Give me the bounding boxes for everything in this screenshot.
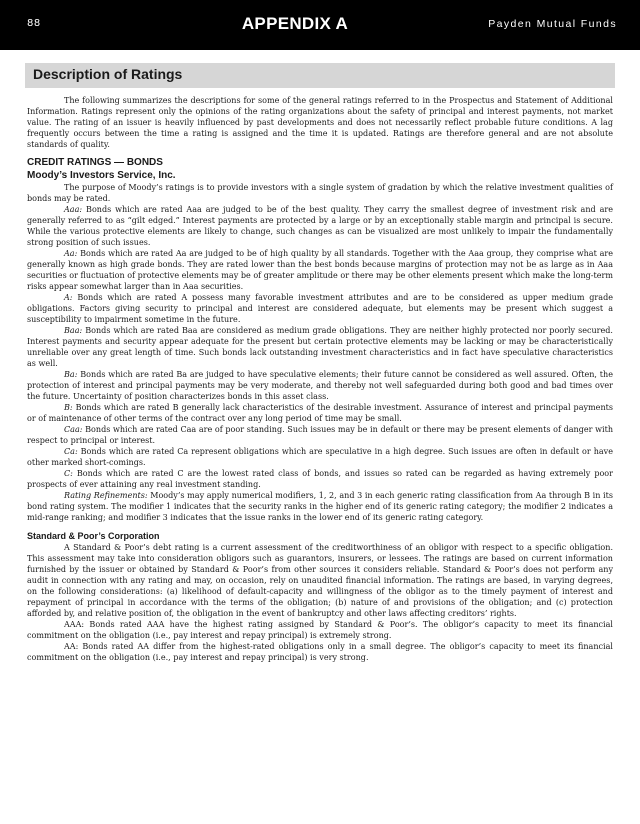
- sp-heading: Standard & Poor’s Corporation: [27, 531, 160, 541]
- rating-term: Caa:: [64, 425, 83, 434]
- page-number: 88: [27, 18, 41, 29]
- rating-paragraph-c: [27, 468, 613, 490]
- intro-paragraph: The following summarizes the descriptions for some of the general ratings referred to in the Prospectus and Statement of Additional Information. Ratings represent only the opinions of the rating organizations about the safety of principal and interest payments, not market value. The rating of an issuer is heavily influenced by past developments and does not necessarily reflect probable future conditions. A lag frequently occurs between the time a rating is assigned and the time it is updated. Ratings are therefore general and are not absolute standards of quality.: [27, 96, 613, 149]
- sp-aa-paragraph: AA: Bonds rated AA differ from the highest-rated obligations only in a small degree. The obligor’s capacity to meet its financial commitment on the obligation (i.e., pay interest and repay principal) is very strong.: [27, 642, 613, 662]
- section-title-bar: [25, 63, 615, 88]
- rating-term: Ba:: [64, 370, 78, 379]
- rating-term: B:: [64, 403, 73, 412]
- moodys-heading: Moody’s Investors Service, Inc.: [27, 170, 176, 181]
- sp-aaa-paragraph: AAA: Bonds rated AAA have the highest rating assigned by Standard & Poor’s. The obligor’s capacity to meet its financial commitment on the obligation (i.e., pay interest and repay principal) is extremely strong.: [27, 620, 613, 640]
- rating-paragraph-aaa: [27, 204, 613, 248]
- rating-term: Baa:: [64, 326, 83, 335]
- rating-term: Aaa:: [64, 205, 83, 214]
- rating-text: Bonds which are rated Caa are of poor standing. Such issues may be in default or there may be present elements of danger with respect to principal or interest.: [27, 425, 614, 445]
- rating-term: Ca:: [64, 447, 78, 456]
- document-body: [27, 95, 613, 663]
- rating-text: Bonds which are rated Baa are considered as medium grade obligations. They are neither highly protected nor poorly secured. Interest payments and security appear adequate for the present but certain protective elements may be lacking or may be characteristically unreliable over any great length of time. Such bonds lack outstanding investment characteristics and in fact have speculative characteristics as well.: [27, 326, 613, 368]
- rating-text: Bonds which are rated C are the lowest rated class of bonds, and issues so rated can be regarded as having extremely poor prospects of ever attaining any real investment standing.: [27, 469, 614, 489]
- rating-paragraph-ba: [27, 369, 613, 402]
- rating-text: Bonds which are rated B generally lack characteristics of the desirable investment. Assurance of interest and principal payments or of maintenance of other terms of the contract over any long period of time may be small.: [27, 403, 613, 423]
- rating-term: C:: [64, 469, 73, 478]
- rating-paragraph-ca: [27, 446, 613, 468]
- appendix-title: APPENDIX A: [241, 14, 349, 33]
- section-title: Description of Ratings: [33, 66, 183, 82]
- moodys-intro: The purpose of Moody’s ratings is to provide investors with a single system of gradation by which the relative investment qualities of bonds may be rated.: [27, 183, 613, 203]
- rating-paragraph-aa: [27, 248, 613, 292]
- page-header: [0, 0, 640, 50]
- rating-text: Moody’s may apply numerical modifiers, 1, 2, and 3 in each generic rating classification from Aa through B in its bond rating system. The modifier 1 indicates that the security ranks in the higher end of its generic rating category; the modifier 2 indicates a mid-range ranking; and modifier 3 indicates that the issue ranks in the lower end of its generic rating category.: [27, 491, 613, 522]
- rating-text: Bonds which are rated Ba are judged to have speculative elements; their future cannot be considered as well assured. Often, the protection of interest and principal payments may be very moderate, and thereby not well safeguarded during both good and bad times over the future. Uncertainty of position characterizes bonds in this asset class.: [27, 370, 613, 401]
- sp-intro: A Standard & Poor’s debt rating is a current assessment of the creditworthiness of an obligor with respect to a specific obligation. This assessment may take into consideration obligors such as guarantors, insurers, or lessees. The ratings are based on current information furnished by the issuer or obtained by Standard & Poor’s from other sources it considers reliable. Standard & Poor’s does not perform any audit in connection with any rating and may, on occasion, rely on unaudited financial information. The ratings are based, in varying degrees, on the following considerations: (a) likelihood of default-capacity and willingness of the obligor as to the timely payment of interest and repayment of principal in accordance with the terms of the obligation; (b) nature of and provisions of the obligation; and (c) protection afforded by, and relative position of, the obligation in the event of bankruptcy and other laws affecting creditors’ rights.: [27, 543, 613, 618]
- rating-paragraph-baa: [27, 325, 613, 369]
- rating-text: Bonds which are rated Ca represent obligations which are speculative in a high degree. Such issues are often in default or have other marked short-comings.: [27, 447, 613, 467]
- rating-term: Aa:: [64, 249, 78, 258]
- rating-paragraph-caa: [27, 424, 613, 446]
- rating-term: Rating Refinements:: [64, 491, 148, 500]
- rating-text: Bonds which are rated Aa are judged to be of high quality by all standards. Together with the Aaa group, they comprise what are generally known as high grade bonds. They are rated lower than the best bonds because margins of protection may not be as large as in Aaa securities or fluctuation of protective elements may be of greater amplitude or there may be other elements present which make the long-term risks appear somewhat larger than in Aaa securities.: [27, 249, 613, 291]
- rating-paragraph-a: [27, 292, 613, 325]
- rating-paragraph-refinements: [27, 490, 613, 523]
- credit-ratings-heading: CREDIT RATINGS — BONDS: [27, 157, 163, 168]
- rating-term: A:: [64, 293, 73, 302]
- fund-name: Payden Mutual Funds: [488, 18, 617, 30]
- rating-text: Bonds which are rated A possess many favorable investment attributes and are to be considered as upper medium grade obligations. Factors giving security to principal and interest are considered adequate, but elements may be present which suggest a susceptibility to impairment sometime in the future.: [27, 293, 613, 324]
- rating-text: Bonds which are rated Aaa are judged to be of the best quality. They carry the smallest degree of investment risk and are generally referred to as “gilt edged.” Interest payments are protected by a large or by an exceptionally stable margin and principal is secure. While the various protective elements are likely to change, such changes as can be visualized are most unlikely to impair the fundamentally strong position of such issues.: [27, 205, 613, 247]
- rating-paragraph-b: [27, 402, 613, 424]
